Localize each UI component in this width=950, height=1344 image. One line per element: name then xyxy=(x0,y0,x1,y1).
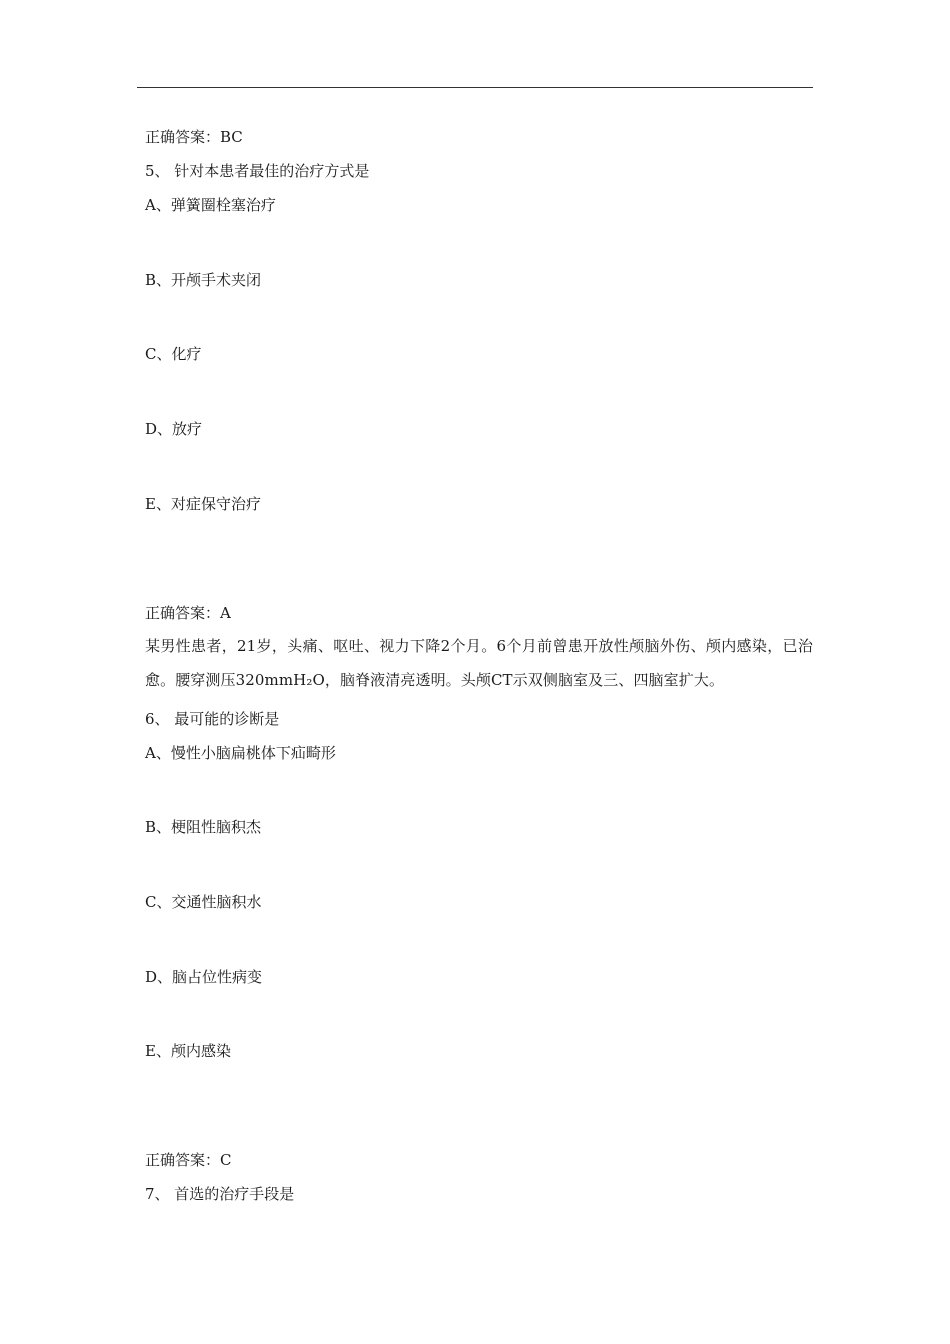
question-5: 5、 针对本患者最佳的治疗方式是 xyxy=(145,162,370,180)
q6-option-e: E、颅内感染 xyxy=(145,1042,231,1060)
q5-option-e: E、对症保守治疗 xyxy=(145,495,261,513)
answer-q6: 正确答案：C xyxy=(145,1151,232,1169)
q5-option-d: D、放疗 xyxy=(145,420,203,438)
header-rule xyxy=(137,87,813,88)
q5-option-a: A、弹簧圈栓塞治疗 xyxy=(145,196,276,214)
question-6: 6、 最可能的诊断是 xyxy=(145,710,280,728)
q6-option-c: C、交通性脑积水 xyxy=(145,893,262,911)
q5-option-b: B、开颅手术夹闭 xyxy=(145,271,262,289)
answer-q4: 正确答案：BC xyxy=(145,128,243,146)
case-stem: 某男性患者，21岁，头痛、呕吐、视力下降2个月。6个月前曾患开放性颅脑外伤、颅内感染，已治愈。腰穿测压320mmH₂O，脑脊液清亮透明。头颅CT示双侧脑室及三、四脑室扩大。 xyxy=(145,637,813,689)
q6-option-d: D、脑占位性病变 xyxy=(145,968,263,986)
question-7: 7、 首选的治疗手段是 xyxy=(145,1185,295,1203)
q6-option-b: B、梗阻性脑积杰 xyxy=(145,818,262,836)
answer-q5: 正确答案：A xyxy=(145,604,231,622)
q6-option-a: A、慢性小脑扁桃体下疝畸形 xyxy=(145,744,336,762)
q5-option-c: C、化疗 xyxy=(145,345,202,363)
